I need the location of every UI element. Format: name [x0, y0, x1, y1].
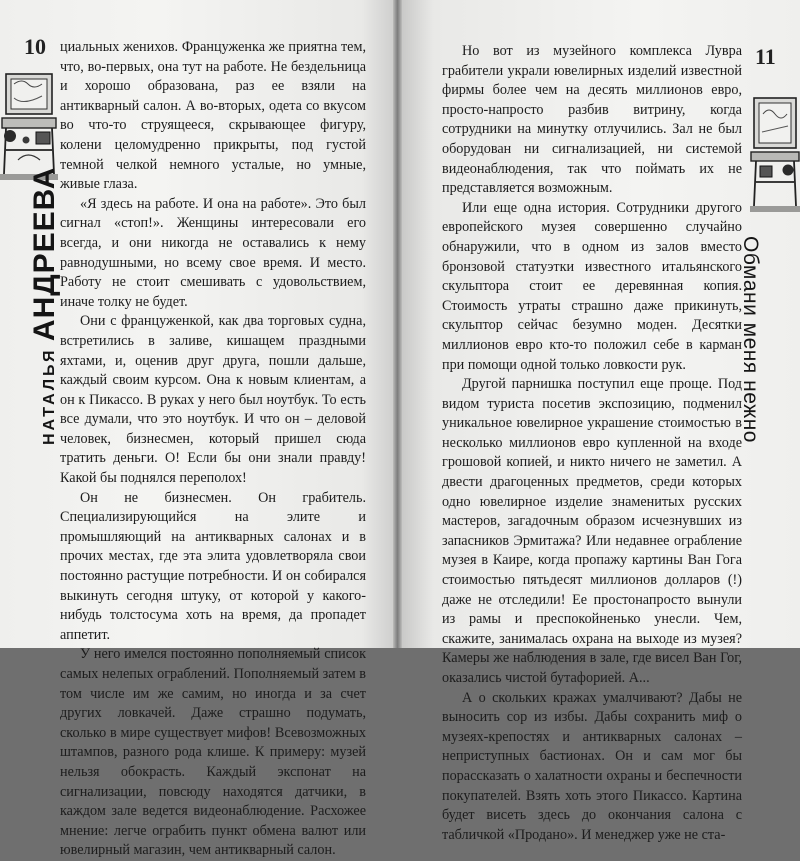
- furniture-illustration: [0, 70, 58, 182]
- frame-illustration: [750, 94, 800, 212]
- paragraph: Они с француженкой, как два торговых судна, встретились в заливе, кишащем праздными яхтами, и, оценив друг друга, пошли дальше, каждый своим курсом. Она к новым клиентам, а он к Пикассо. В руках у него был ноутбук. То есть все думали, что это ноутбук. И что он – деловой человек, бизнесмен, который пришел сюда тратить деньги. О! Если бы они знали правду! Какой бы поднялся переполох!: [60, 313, 366, 487]
- author-first-name: НАТАЛЬЯ: [41, 347, 58, 445]
- paragraph: «Я здесь на работе. И она на работе». Это был сигнал «стоп!». Женщины интересовали его всегда, и они никогда не оставались к нему равнодушными, но всему свое время. И место. Работу не стоит смешивать с удовольствием, иначе толку не будет.: [60, 195, 366, 310]
- book-gutter: [393, 0, 402, 648]
- page-number: 10: [24, 34, 46, 59]
- paragraph: А о скольких кражах умалчивают? Дабы не выносить сор из избы. Дабы сохранить миф о музеях-крепостях и антикварных салонах – неприступных бастионах. Он и сам мог бы порассказать о халатности охраны и беспечности покупателей. Взять хоть этого Пикассо. Картина будет висеть здесь до окончания салона с табличкой «Продано». И менеджер уже не ста-: [442, 689, 742, 843]
- page-number: 11: [755, 44, 776, 69]
- paragraph: циальных женихов. Француженка же приятна тем, что, во-первых, она тут на работе. Не бездельница и хорошо образована, раз ее взяли на антикварный салон. А во-вторых, одета со вкусом во что-то струящееся, скрывающее фигуру, колени целомудренно прикрыты, под густой темной челкой немного усталые, но умные, живые глаза.: [60, 39, 366, 193]
- paragraph: Но вот из музейного комплекса Лувра грабители украли ювелирных изделий известной фирмы более чем на десять миллионов евро, просто-напросто разбив витрину, когда сотрудники на минутку отлучились. Зал не был оборудован ни сигнализацией, ни системой видеонаблюдения, так что поймать их не представляется возможным.: [442, 43, 742, 197]
- author-last-name: АНДРЕЕВА: [28, 166, 61, 342]
- right-page-text: [442, 42, 742, 845]
- right-page: [402, 0, 800, 843]
- paragraph: Он не бизнесмен. Он грабитель. Специализирующийся на элите и промышляющий на антикварных салонах и в прочих местах, где эта элита удовлетворяла свои постоянно растущие потребности. И он собирался выкинуть сегодня штуку, от которой у какого-нибудь толстосума хоть на время, да пропадет аппетит.: [60, 489, 366, 643]
- paragraph: Или еще одна история. Сотрудники другого европейского музея совершенно случайно обнаружили, что в одном из залов вместо бронзовой статуэтки известного итальянского скульптора стоит ее деревянная копия. Стоимость утраты страшно даже прикинуть, скульптор сейчас безумно моден. Десятки миллионов евро кто-то положил себе в карман при помощи одной только ловкости рук.: [442, 199, 742, 373]
- left-page: [0, 0, 393, 859]
- running-head-author: [28, 167, 62, 445]
- paragraph: У него имелся постоянно пополняемый список самых нелепых ограблений. Пополняемый затем в том числе им же самим, но иногда и за счет других ловкачей. Даже страшно подумать, сколько в мире существует мифов! Всевозможных штампов, разного рода клише. К примеру: музей нельзя обокрасть. Каждый экспонат на сигнализации, повсюду находятся датчики, в каждом зале ведется видеонаблюдение. Расхожее мнение: легче ограбить пункт обмена валют или ювелирный магазин, чем антикварный салон.: [60, 646, 366, 859]
- paragraph: Другой парнишка поступил еще проще. Под видом туриста посетив экспозицию, подменил уникальное ювелирное украшение стоимостью в несколько миллионов евро купленной на входе грошовой копией, и никто ничего не заметил. А двести драгоценных предметов, среди которых одно ювелирное изделие знаменитых русских мастеров, загадочным образом исчезнувших из запасников Эрмитажа? Или недавнее ограбление музея в Каире, когда пропажу картины Ван Гога стоимостью пятьдесят миллионов долларов (!) даже не отследили! Ее простонапросто вынули из рамы и преспокойненько унесли. Чем, скажите, занималась охрана на выходе из музея? Камеры же наблюдения в зале, где висел Ван Гог, оказались чистой бутафорией. А...: [442, 376, 742, 686]
- running-head-title: Обмани меня нежно: [739, 236, 762, 443]
- left-page-text: [60, 38, 366, 861]
